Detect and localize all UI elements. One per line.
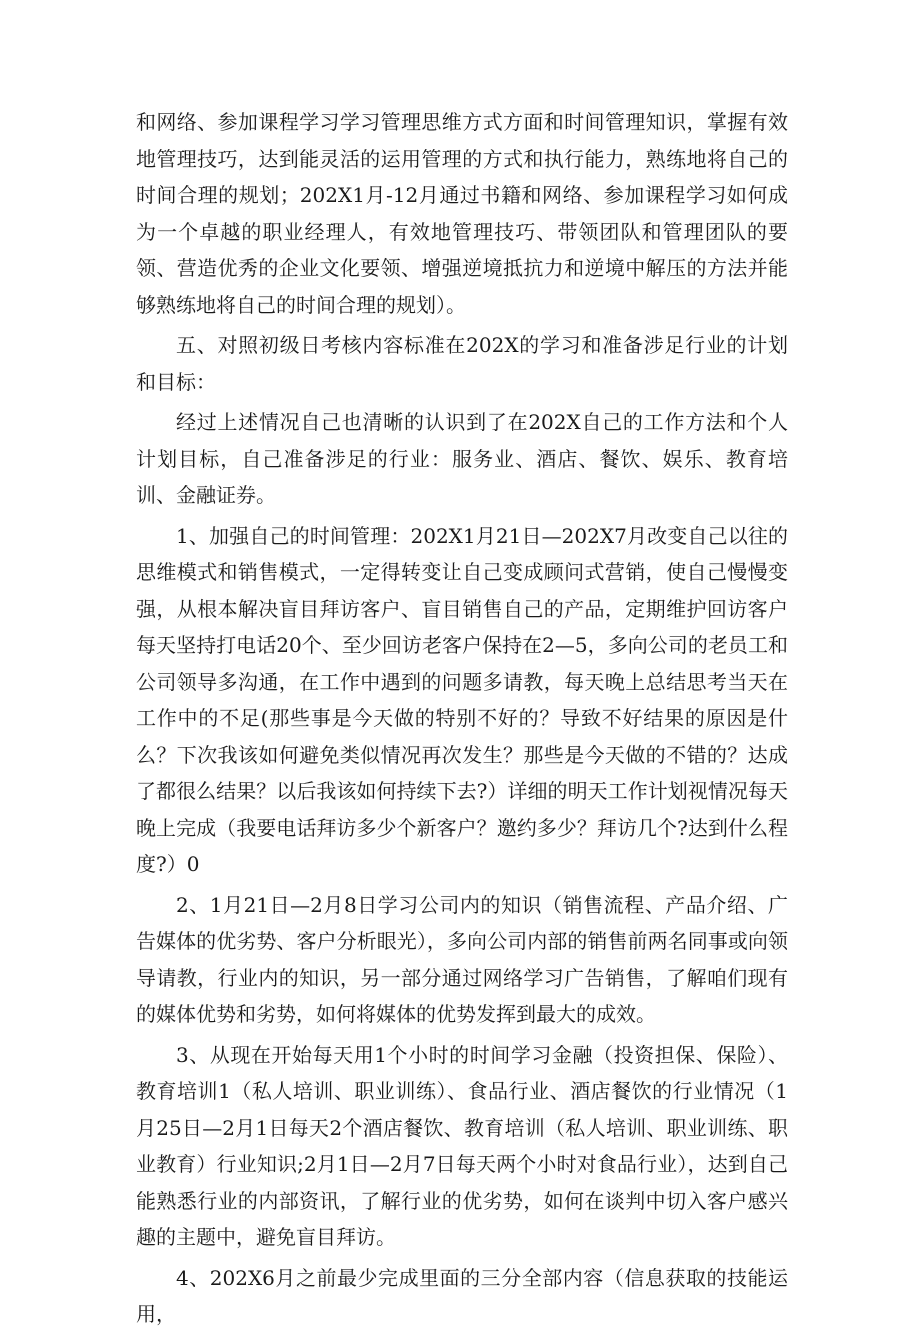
paragraph-item-4: 4、202X6月之前最少完成里面的三分全部内容（信息获取的技能运用， [136,1265,788,1326]
paragraph-item-1: 1、加强自己的时间管理：202X1月21日—202X7月改变自己以往的思维模式和销售模式，一定得转变让自己变成顾问式营销，使自己慢慢变强，从根本解决盲目拜访客户、盲目销售自己的产品，定期维护回访客户每天坚持打电话20个、至少回访老客户保持在2—5，多向公司的老员工和公司领导多沟通，在工作中遇到的问题多请教，每天晚上总结思考当天在工作中的不足(那些事是今天做的特别不好的？导致不好结果的原因是什么？下次我该如何避免类似情况再次发生？那些是今天做的不错的？达成了都很么结果？以后我该如何持续下去?）详细的明天工作计划视情况每天晚上完成（我要电话拜访多少个新客户？邀约多少？拜访几个?达到什么程度?）0 [136,523,788,876]
document-body [136,104,788,1337]
paragraph-continuation: 和网络、参加课程学习学习管理思维方式方面和时间管理知识，掌握有效地管理技巧，达到能灵活的运用管理的方式和执行能力，熟练地将自己的时间合理的规划；202X1月-12月通过书籍和网络、参加课程学习如何成为一个卓越的职业经理人，有效地管理技巧、带领团队和管理团队的要领、营造优秀的企业文化要领、增强逆境抵抗力和逆境中解压的方法并能够熟练地将自己的时间合理的规划）。 [136,110,788,317]
paragraph-item-2: 2、1月21日—2月8日学习公司内的知识（销售流程、产品介绍、广告媒体的优劣势、客户分析眼光），多向公司内部的销售前两名同事或向领导请教，行业内的知识，另一部分通过网络学习广告销售，了解咱们现有的媒体优势和劣势，如何将媒体的优势发挥到最大的成效。 [136,892,788,1026]
paragraph-item-3: 3、从现在开始每天用1个小时的时间学习金融（投资担保、保险）、教育培训1（私人培训、职业训练）、食品行业、酒店餐饮的行业情况（1月25日—2月1日每天2个酒店餐饮、教育培训（私人培训、职业训练、职业教育）行业知识;2月1日—2月7日每天两个小时对食品行业），达到自己能熟悉行业的内部资讯，了解行业的优劣势，如何在谈判中切入客户感兴趣的主题中，避免盲目拜访。 [136,1042,788,1249]
paragraph-industry-plan: 经过上述情况自己也清晰的认识到了在202X自己的工作方法和个人计划目标，自己准备涉足的行业：服务业、酒店、餐饮、娱乐、教育培训、金融证券。 [136,410,788,507]
paragraph-section-five-heading: 五、对照初级日考核内容标准在202X的学习和准备涉足行业的计划和目标： [136,333,788,394]
